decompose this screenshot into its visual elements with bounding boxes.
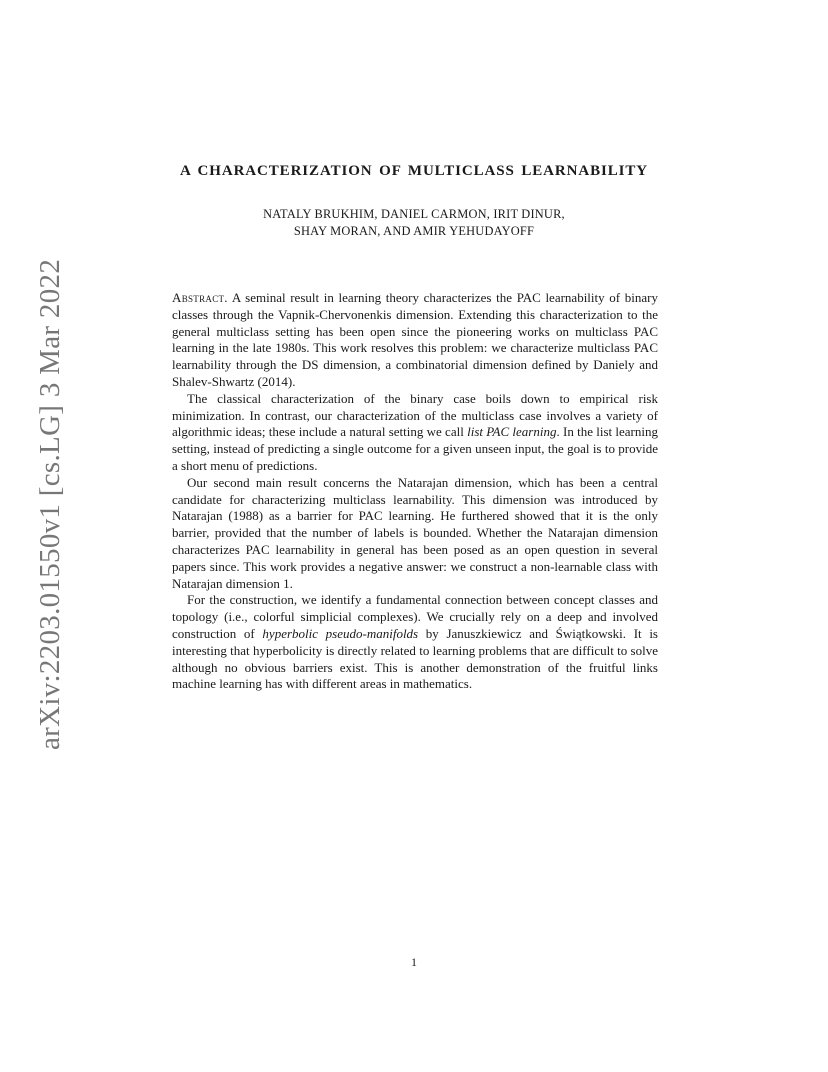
arxiv-identifier: arXiv:2203.01550v1 [cs.LG] 3 Mar 2022 bbox=[34, 258, 66, 750]
abstract-paragraph-2 bbox=[172, 391, 658, 475]
author-list bbox=[0, 206, 828, 240]
paper-title: A CHARACTERIZATION OF MULTICLASS LEARNABILITY bbox=[179, 163, 649, 179]
abstract bbox=[172, 290, 658, 693]
abstract-text-1: A seminal result in learning theory characterizes the PAC learnability of binary classes through the Vapnik-Chervonenkis dimension. Extending this characterization to the general multiclass setting has been open since the pioneering works on multiclass PAC learning in the late 1980s. This work resolves this problem: we characterize multiclass PAC learnability through the DS dimension, a combinatorial dimension defined by Daniely and Shalev-Shwartz (2014). bbox=[172, 290, 658, 389]
authors-line-2: SHAY MORAN, AND AMIR YEHUDAYOFF bbox=[293, 224, 535, 238]
page-number: 1 bbox=[411, 955, 417, 969]
list-pac-learning-term: list PAC learning bbox=[467, 424, 557, 440]
abstract-text-2b: . In the list learning setting, instead of predicting a single outcome for a given unseen input, the goal is to provide a short menu of predictions. bbox=[172, 424, 658, 473]
abstract-paragraph-4 bbox=[172, 592, 658, 693]
abstract-text-4b: by Januszkiewicz and Świątkowski. It is interesting that hyperbolicity is directly related to learning problems that are difficult to solve although no obvious barriers exist. This is another demonstration of the fruitful links machine learning has with different areas in mathematics. bbox=[172, 625, 658, 692]
abstract-text-4a: For the construction, we identify a fundamental connection between concept classes and topology (i.e., colorful simplicial complexes). We crucially rely on a deep and involved construction of bbox=[172, 592, 658, 641]
abstract-text-2a: The classical characterization of the binary case boils down to empirical risk minimization. In contrast, our characterization of the multiclass case involves a variety of algorithmic ideas; these include a natural setting we call bbox=[172, 390, 658, 440]
abstract-label: Abstract. bbox=[172, 290, 228, 305]
abstract-paragraph-1 bbox=[172, 290, 658, 391]
abstract-paragraph-3 bbox=[172, 475, 658, 593]
hyperbolic-pseudo-manifolds-term: hyperbolic pseudo-manifolds bbox=[262, 625, 419, 641]
authors-line-1: NATALY BRUKHIM, DANIEL CARMON, IRIT DINUR, bbox=[263, 207, 565, 221]
abstract-text-3: Our second main result concerns the Natarajan dimension, which has been a central candidate for characterizing multiclass learnability. This dimension was introduced by Natarajan (1988) as a barrier for PAC learning. He furthered showed that it is the only barrier, provided that the number of labels is bounded. Whether the Natarajan dimension characterizes PAC learnability in general has been posed as an open question in several papers since. This work provides a negative answer: we construct a non-learnable class with Natarajan dimension 1. bbox=[172, 474, 658, 591]
